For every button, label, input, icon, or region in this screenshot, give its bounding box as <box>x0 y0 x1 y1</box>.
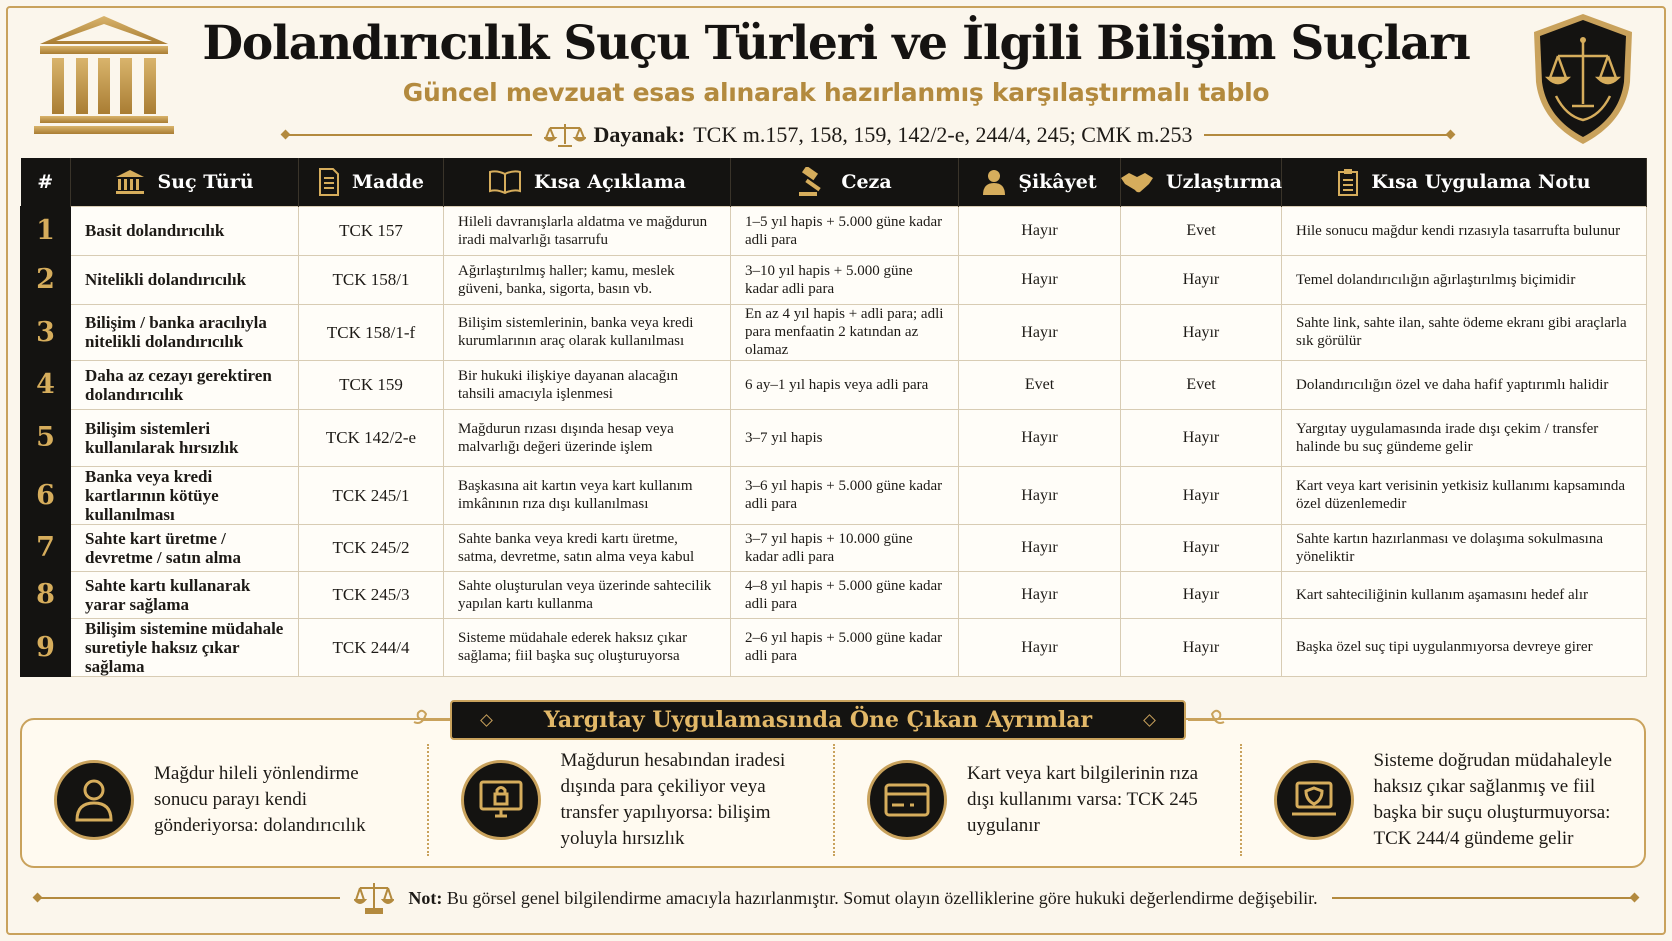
person-icon <box>982 169 1006 195</box>
crime-type-cell: Sahte kart üretme / devretme / satın alma <box>71 524 299 571</box>
distinctions-title <box>450 700 1186 740</box>
column-header-description: Kısa Açıklama <box>444 158 731 206</box>
distinctions-list <box>20 740 1646 860</box>
crime-types-table <box>20 158 1647 677</box>
basis-row <box>284 120 1452 150</box>
ornament-left <box>412 708 452 732</box>
mediation-cell: Hayır <box>1121 304 1282 360</box>
description-cell: Bir hukuki ilişkiye dayanan alacağın tahsili amacıyla işlenmesi <box>444 360 731 409</box>
distinction-item <box>833 740 1240 860</box>
table-row <box>21 571 1647 618</box>
mediation-cell: Evet <box>1121 206 1282 255</box>
table-row <box>21 524 1647 571</box>
mediation-cell: Hayır <box>1121 466 1282 524</box>
row-number: 8 <box>21 571 71 618</box>
description-cell: Sahte oluşturulan veya üzerinde sahtecilik yapılan kartı kullanma <box>444 571 731 618</box>
article-cell: TCK 157 <box>299 206 444 255</box>
penalty-cell: En az 4 yıl hapis + adli para; adli para menfaatin 2 katından az olamaz <box>731 304 959 360</box>
column-header-article: Madde <box>299 158 444 206</box>
column-header-penalty: Ceza <box>731 158 959 206</box>
row-number: 3 <box>21 304 71 360</box>
table-row <box>21 360 1647 409</box>
divider <box>1332 897 1636 899</box>
divider <box>284 134 532 136</box>
ornament-right <box>1186 708 1226 732</box>
article-cell: TCK 142/2-e <box>299 409 444 466</box>
column-header-mediation: Uzlaştırma <box>1121 158 1282 206</box>
distinctions-title-text: Yargıtay Uygulamasında Öne Çıkan Ayrımlar <box>543 707 1093 733</box>
basis-text <box>532 122 1205 148</box>
note-body: Bu görsel genel bilgilendirme amacıyla hazırlanmıştır. Somut olayın özelliklerine göre hukuki değerlendirme değişebilir. <box>446 887 1318 908</box>
column-header-crime-type: Suç Türü <box>71 158 299 206</box>
complaint-cell: Hayır <box>959 304 1121 360</box>
mediation-cell: Hayır <box>1121 409 1282 466</box>
row-number: 2 <box>21 255 71 304</box>
scales-shield-icon <box>1530 12 1636 146</box>
divider <box>36 897 340 899</box>
crime-type-cell: Basit dolandırıcılık <box>71 206 299 255</box>
book-icon <box>488 170 522 194</box>
page-subtitle: Güncel mevzuat esas alınarak hazırlanmış karşılaştırmalı tablo <box>402 78 1270 107</box>
mediation-cell: Hayır <box>1121 255 1282 304</box>
note-text <box>408 888 1317 909</box>
penalty-cell: 3–7 yıl hapis + 10.000 güne kadar adli para <box>731 524 959 571</box>
row-number: 6 <box>21 466 71 524</box>
note-cell: Sahte link, sahte ilan, sahte ödeme ekranı gibi araçlarla sık görülür <box>1282 304 1647 360</box>
column-header-complaint: Şikâyet <box>959 158 1121 206</box>
table-row <box>21 466 1647 524</box>
person-icon <box>54 760 134 840</box>
description-cell: Hileli davranışlarla aldatma ve mağdurun iradi malvarlığı tasarrufu <box>444 206 731 255</box>
mediation-cell: Hayır <box>1121 571 1282 618</box>
article-cell: TCK 158/1 <box>299 255 444 304</box>
crime-type-cell: Nitelikli dolandırıcılık <box>71 255 299 304</box>
complaint-cell: Evet <box>959 360 1121 409</box>
credit-card-icon <box>867 760 947 840</box>
article-cell: TCK 245/2 <box>299 524 444 571</box>
note-cell: Yargıtay uygulamasında irade dışı çekim / transfer halinde bu suç gündeme gelir <box>1282 409 1647 466</box>
diamond-ornament <box>480 714 493 727</box>
table-header-row <box>21 158 1647 206</box>
divider <box>1204 134 1452 136</box>
complaint-cell: Hayır <box>959 618 1121 676</box>
crime-type-cell: Sahte kartı kullanarak yarar sağlama <box>71 571 299 618</box>
note-cell: Sahte kartın hazırlanması ve dolaşıma sokulmasına yöneliktir <box>1282 524 1647 571</box>
note-cell: Temel dolandırıcılığın ağırlaştırılmış biçimidir <box>1282 255 1647 304</box>
article-cell: TCK 244/4 <box>299 618 444 676</box>
description-cell: Sisteme müdahale ederek haksız çıkar sağlama; fiil başka suç oluşturuyorsa <box>444 618 731 676</box>
article-cell: TCK 245/3 <box>299 571 444 618</box>
row-number: 1 <box>21 206 71 255</box>
penalty-cell: 3–6 yıl hapis + 5.000 güne kadar adli para <box>731 466 959 524</box>
penalty-cell: 4–8 yıl hapis + 5.000 güne kadar adli para <box>731 571 959 618</box>
crime-type-cell: Bilişim sistemleri kullanılarak hırsızlık <box>71 409 299 466</box>
building-icon <box>115 169 145 195</box>
courthouse-icon <box>34 14 174 136</box>
article-cell: TCK 158/1-f <box>299 304 444 360</box>
gavel-icon <box>797 167 829 197</box>
basis-label: Dayanak: <box>593 122 686 147</box>
crime-type-cell: Banka veya kredi kartlarının kötüye kullanılması <box>71 466 299 524</box>
row-number: 4 <box>21 360 71 409</box>
description-cell: Sahte banka veya kredi kartı üretme, satma, devretme, satın alma veya kabul <box>444 524 731 571</box>
locked-monitor-icon <box>461 760 541 840</box>
scales-icon <box>544 122 586 148</box>
column-header-number: # <box>21 158 71 206</box>
complaint-cell: Hayır <box>959 206 1121 255</box>
note-cell: Dolandırıcılığın özel ve daha hafif yaptırımlı halidir <box>1282 360 1647 409</box>
basis-value: TCK m.157, 158, 159, 142/2-e, 244/4, 245; CMK m.253 <box>693 122 1193 147</box>
mediation-cell: Evet <box>1121 360 1282 409</box>
table-row <box>21 304 1647 360</box>
article-cell: TCK 159 <box>299 360 444 409</box>
distinction-text: Sisteme doğrudan müdahaleyle haksız çıkar sağlanmış ve fiil başka bir suçu oluşturmuyorsa: TCK 244/4 gündeme gelir <box>1373 750 1612 849</box>
description-cell: Bilişim sistemlerinin, banka veya kredi kurumlarının araç olarak kullanılması <box>444 304 731 360</box>
distinction-item <box>20 740 427 860</box>
complaint-cell: Hayır <box>959 466 1121 524</box>
column-header-note: Kısa Uygulama Notu <box>1282 158 1647 206</box>
distinction-text: Kart veya kart bilgilerinin rıza dışı kullanımı varsa: TCK 245 uygulanır <box>967 763 1199 836</box>
distinction-text: Mağdur hileli yönlendirme sonucu parayı kendi gönderiyorsa: dolandırıcılık <box>154 763 366 836</box>
penalty-cell: 1–5 yıl hapis + 5.000 güne kadar adli para <box>731 206 959 255</box>
crime-type-cell: Bilişim / banka aracılıyla nitelikli dolandırıcılık <box>71 304 299 360</box>
penalty-cell: 3–10 yıl hapis + 5.000 güne kadar adli para <box>731 255 959 304</box>
handshake-icon <box>1120 170 1154 194</box>
row-number: 7 <box>21 524 71 571</box>
table-row <box>21 255 1647 304</box>
mediation-cell: Hayır <box>1121 618 1282 676</box>
row-number: 5 <box>21 409 71 466</box>
row-number: 9 <box>21 618 71 676</box>
note-label: Not: <box>408 887 443 908</box>
distinction-item <box>427 740 834 860</box>
description-cell: Mağdurun rızası dışında hesap veya malvarlığı değeri üzerinde işlem <box>444 409 731 466</box>
penalty-cell: 6 ay–1 yıl hapis veya adli para <box>731 360 959 409</box>
note-cell: Hile sonucu mağdur kendi rızasıyla tasarrufta bulunur <box>1282 206 1647 255</box>
penalty-cell: 2–6 yıl hapis + 5.000 güne kadar adli para <box>731 618 959 676</box>
note-cell: Başka özel suç tipi uygulanmıyorsa devreye girer <box>1282 618 1647 676</box>
complaint-cell: Hayır <box>959 524 1121 571</box>
table-row <box>21 206 1647 255</box>
document-icon <box>318 168 340 196</box>
complaint-cell: Hayır <box>959 409 1121 466</box>
note-cell: Kart sahteciliğinin kullanım aşamasını hedef alır <box>1282 571 1647 618</box>
table-row <box>21 618 1647 676</box>
description-cell: Başkasına ait kartın veya kart kullanım imkânının rıza dışı kullanılması <box>444 466 731 524</box>
footer-note <box>36 880 1636 916</box>
clipboard-icon <box>1337 168 1359 196</box>
complaint-cell: Hayır <box>959 255 1121 304</box>
shield-laptop-icon <box>1274 760 1354 840</box>
distinction-item <box>1240 740 1647 860</box>
scales-icon <box>354 881 394 915</box>
article-cell: TCK 245/1 <box>299 466 444 524</box>
mediation-cell: Hayır <box>1121 524 1282 571</box>
page-title: Dolandırıcılık Suçu Türleri ve İlgili Bilişim Suçları <box>202 16 1470 71</box>
note-cell: Kart veya kart verisinin yetkisiz kullanımı kapsamında özel düzenlemedir <box>1282 466 1647 524</box>
table-row <box>21 409 1647 466</box>
complaint-cell: Hayır <box>959 571 1121 618</box>
distinction-text: Mağdurun hesabından iradesi dışında para çekiliyor veya transfer yapılıyorsa: bilişim yoluyla hırsızlık <box>560 750 786 849</box>
crime-type-cell: Daha az cezayı gerektiren dolandırıcılık <box>71 360 299 409</box>
crime-type-cell: Bilişim sistemine müdahale suretiyle haksız çıkar sağlama <box>71 618 299 676</box>
penalty-cell: 3–7 yıl hapis <box>731 409 959 466</box>
description-cell: Ağırlaştırılmış haller; kamu, meslek güveni, banka, sigorta, basın vb. <box>444 255 731 304</box>
diamond-ornament <box>1143 714 1156 727</box>
